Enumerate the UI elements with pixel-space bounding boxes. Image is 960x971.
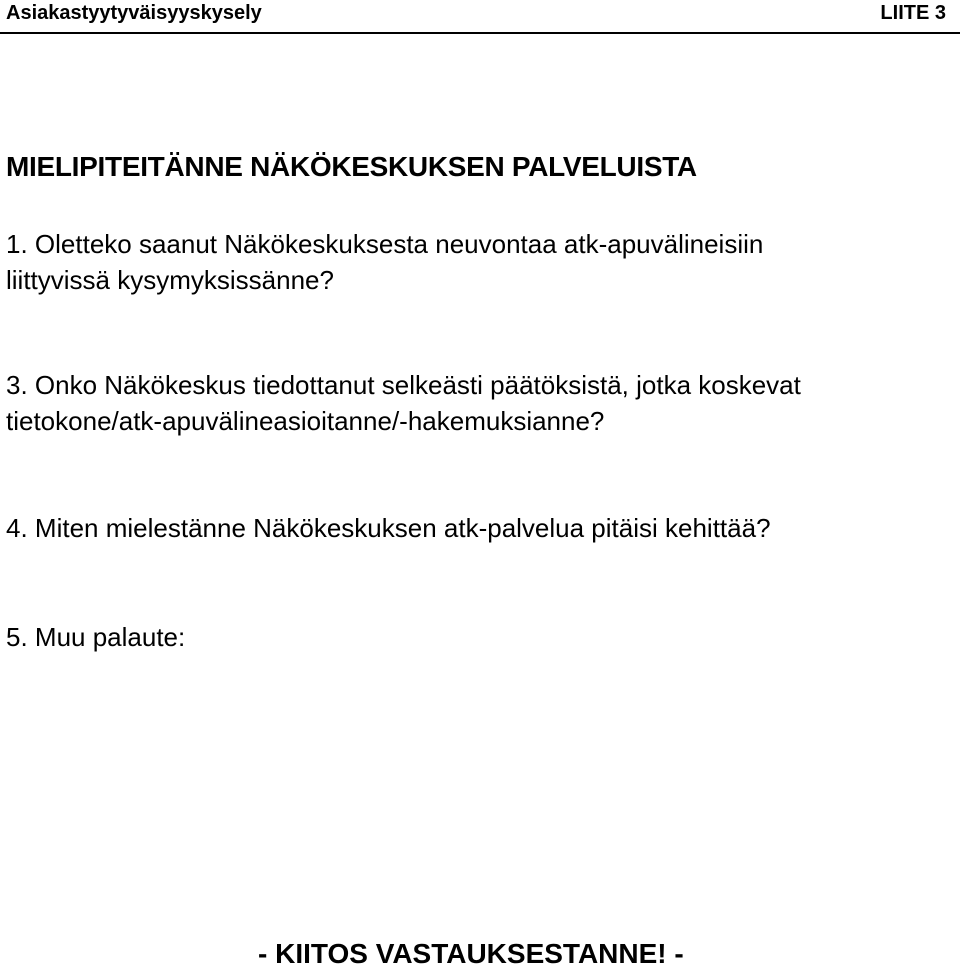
question-3-line-1: 3. Onko Näkökeskus tiedottanut selkeästi päätöksistä, jotka koskevat	[6, 370, 801, 400]
appendix-label: LIITE 3	[880, 2, 946, 24]
question-1-line-2: liittyvissä kysymyksissänne?	[6, 265, 334, 295]
closing-thanks: - KIITOS VASTAUKSESTANNE! -	[258, 938, 684, 969]
page-header	[0, 0, 960, 34]
question-1-line-1: 1. Oletteko saanut Näkökeskuksesta neuvontaa atk-apuvälineisiin	[6, 229, 764, 259]
question-5-line-1: 5. Muu palaute:	[6, 622, 186, 652]
question-4-line-1: 4. Miten mielestänne Näkökeskuksen atk-palvelua pitäisi kehittää?	[6, 513, 771, 543]
question-3-line-2: tietokone/atk-apuvälineasioitanne/-hakemuksianne?	[6, 406, 605, 436]
question-3	[6, 367, 801, 439]
document-title: Asiakastyytyväisyyskysely	[6, 2, 262, 24]
page-title: MIELIPITEITÄNNE NÄKÖKESKUKSEN PALVELUISTA	[6, 151, 697, 182]
question-5	[6, 619, 185, 655]
question-4	[6, 510, 771, 546]
question-1	[6, 226, 763, 298]
